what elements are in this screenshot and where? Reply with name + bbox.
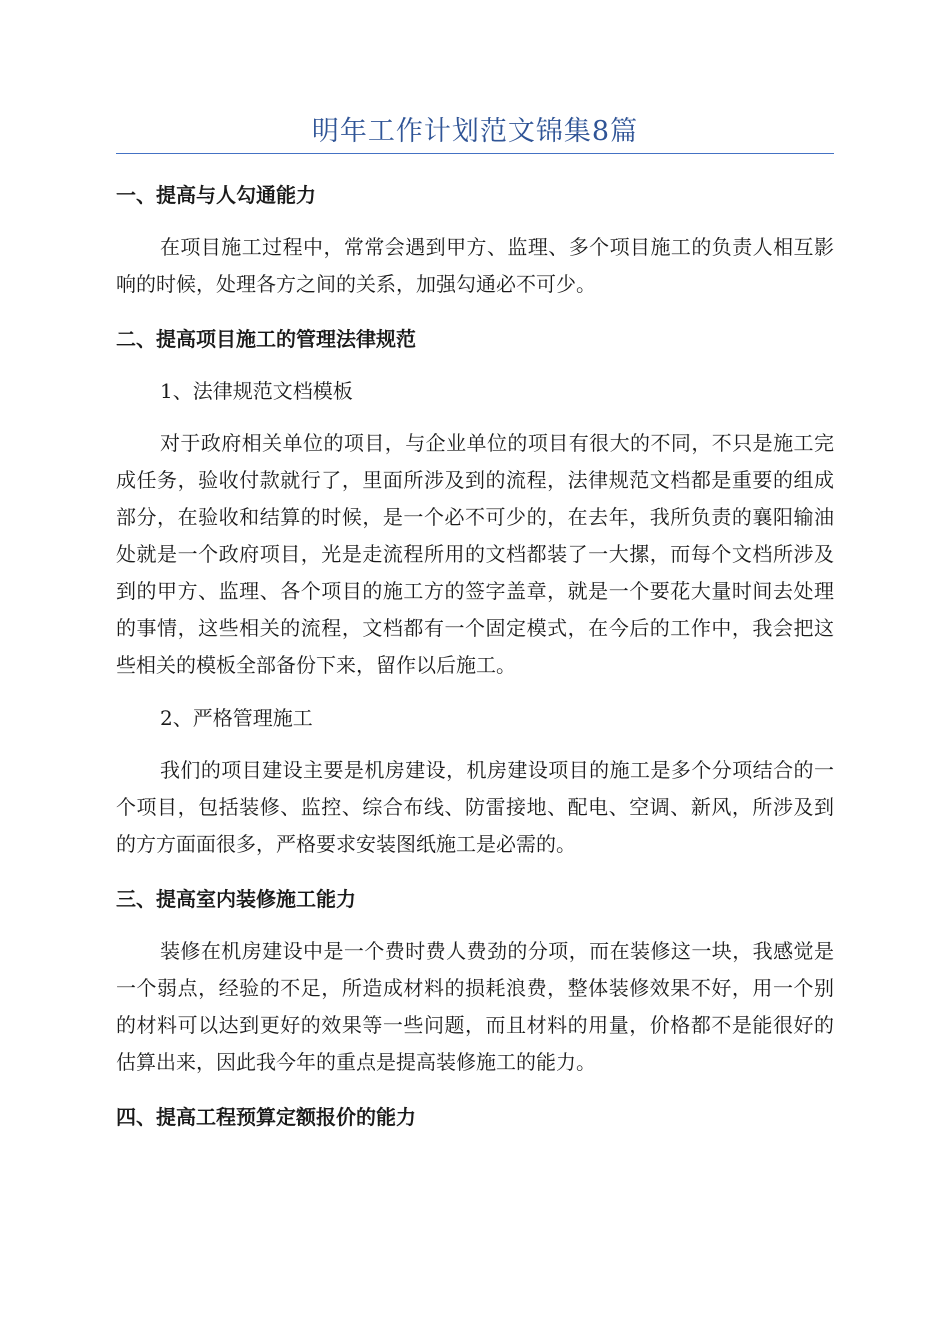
subheading-2-1: 1、法律规范文档模板 (160, 379, 353, 403)
subheading-2-2: 2、严格管理施工 (160, 706, 313, 730)
section-paragraph-3: 装修在机房建设中是一个费时费人费劲的分项，而在装修这一块，我感觉是一个弱点，经验的不足，所造成材料的损耗浪费，整体装修效果不好，用一个别的材料可以达到更好的效果等一些问题，而且材料的用量，价格都不是能很好的估算出来，因此我今年的重点是提高装修施工的能力。 (116, 939, 834, 1074)
page-title: 明年工作计划范文锦集8篇 (311, 116, 639, 147)
section-paragraph-1: 在项目施工过程中，常常会遇到甲方、监理、多个项目施工的负责人相互影响的时候，处理各方之间的关系，加强勾通必不可少。 (116, 235, 834, 296)
section-paragraph-2-2: 我们的项目建设主要是机房建设，机房建设项目的施工是多个分项结合的一个项目，包括装修、监控、综合布线、防雷接地、配电、空调、新风，所涉及到的方方面面很多，严格要求安装图纸施工是必需的。 (116, 758, 834, 856)
section-paragraph-2-1: 对于政府相关单位的项目，与企业单位的项目有很大的不同，不只是施工完成任务，验收付款就行了，里面所涉及到的流程，法律规范文档都是重要的组成部分，在验收和结算的时候，是一个必不可少的，在去年，我所负责的襄阳输油处就是一个政府项目，光是走流程所用的文档都装了一大摞，而每个文档所涉及到的甲方、监理、各个项目的施工方的签字盖章，就是一个要花大量时间去处理的事情，这些相关的流程，文档都有一个固定模式，在今后的工作中，我会把这些相关的模板全部备份下来，留作以后施工。 (116, 431, 834, 677)
section-heading-4: 四、提高工程预算定额报价的能力 (116, 1105, 416, 1129)
section-heading-2: 二、提高项目施工的管理法律规范 (116, 327, 416, 351)
title-underline (116, 153, 834, 154)
section-heading-1: 一、提高与人勾通能力 (116, 183, 316, 207)
section-heading-3: 三、提高室内装修施工能力 (116, 887, 356, 911)
document-body (116, 177, 834, 1135)
